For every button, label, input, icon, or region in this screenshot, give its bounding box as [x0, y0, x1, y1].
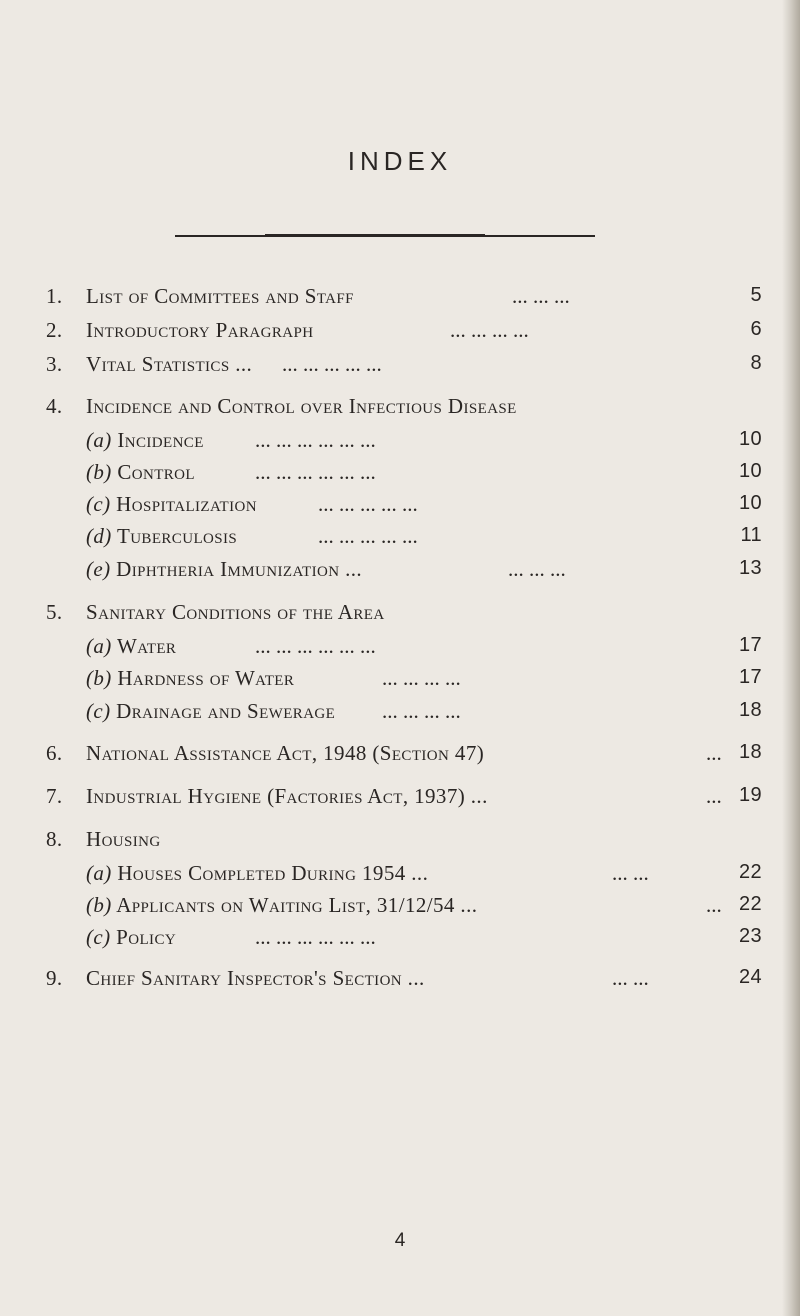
- entry-dots: ...: [706, 784, 722, 808]
- entry-page: 24: [738, 966, 762, 988]
- entry-page: 17: [738, 634, 762, 656]
- subentry-title: Hardness of Water: [117, 666, 295, 690]
- entry-dots: ... ... ... ... ... ...: [255, 460, 376, 484]
- subentry-letter: (a): [86, 428, 112, 452]
- entry-dots: ... ... ... ...: [382, 666, 461, 690]
- index-entry: [0, 784, 800, 814]
- entry-page: 17: [738, 666, 762, 688]
- title-rule: [175, 235, 595, 237]
- entry-number: 7.: [46, 784, 63, 808]
- entry-title: Sanitary Conditions of the Area: [86, 600, 385, 624]
- subentry-letter: (a): [86, 634, 112, 658]
- subentry-letter: (c): [86, 925, 111, 949]
- entry-dots: ... ... ... ...: [382, 699, 461, 723]
- entry-page: 22: [738, 893, 762, 915]
- entry-dots: ...: [706, 741, 722, 765]
- entry-title: National Assistance Act, 1948 (Section 47): [86, 741, 485, 765]
- entry-dots: ... ... ...: [508, 557, 566, 581]
- subentry-title: Applicants on Waiting List, 31/12/54 ...: [116, 893, 478, 917]
- subentry-letter: (d): [86, 524, 112, 548]
- entry-dots: ... ...: [612, 966, 649, 990]
- index-entry: [0, 600, 800, 630]
- entry-number: 3.: [46, 352, 63, 376]
- entry-dots: ... ... ...: [512, 284, 570, 308]
- entry-dots: ... ... ... ... ... ...: [255, 634, 376, 658]
- entry-title: Introductory Paragraph: [86, 318, 314, 342]
- entry-page: 18: [738, 741, 762, 763]
- index-entry: [0, 827, 800, 857]
- entry-title: List of Committees and Staff: [86, 284, 354, 308]
- entry-number: 6.: [46, 741, 63, 765]
- entry-page: 10: [738, 428, 762, 450]
- subentry-title: Diphtheria Immunization ...: [116, 557, 363, 581]
- entry-page: 23: [738, 925, 762, 947]
- entry-number: 5.: [46, 600, 63, 624]
- subentry-title: Tuberculosis: [116, 524, 238, 548]
- subentry-letter: (b): [86, 460, 112, 484]
- index-entry: [0, 394, 800, 424]
- entry-dots: ... ... ... ... ... ...: [255, 925, 376, 949]
- entry-page: 6: [750, 318, 762, 340]
- entry-number: 8.: [46, 827, 63, 851]
- entry-page: 8: [750, 352, 762, 374]
- index-entry: [0, 284, 800, 314]
- entry-page: 5: [750, 284, 762, 306]
- entry-dots: ...: [706, 893, 722, 917]
- subentry-title: Policy: [116, 925, 177, 949]
- index-subentry: [0, 492, 800, 522]
- subentry-letter: (b): [86, 666, 112, 690]
- entry-dots: ... ... ... ... ... ...: [255, 428, 376, 452]
- index-subentry: [0, 524, 800, 554]
- index-subentry: [0, 925, 800, 955]
- subentry-letter: (c): [86, 699, 111, 723]
- entry-page: 22: [738, 861, 762, 883]
- entry-dots: ... ... ... ... ...: [318, 492, 418, 516]
- index-subentry: [0, 557, 800, 587]
- entry-page: 18: [738, 699, 762, 721]
- entry-number: 9.: [46, 966, 63, 990]
- subentry-title: Hospitalization: [116, 492, 257, 516]
- entry-number: 1.: [46, 284, 63, 308]
- subentry-title: Water: [116, 634, 177, 658]
- subentry-letter: (b): [86, 893, 112, 917]
- index-subentry: [0, 428, 800, 458]
- subentry-letter: (e): [86, 557, 111, 581]
- index-entry: [0, 741, 800, 771]
- entry-number: 2.: [46, 318, 63, 342]
- entry-number: 4.: [46, 394, 63, 418]
- entry-page: 10: [738, 460, 762, 482]
- index-entry: [0, 318, 800, 348]
- entry-title: Industrial Hygiene (Factories Act, 1937) ...: [86, 784, 488, 808]
- index-subentry: [0, 634, 800, 664]
- entry-title: Chief Sanitary Inspector's Section ...: [86, 966, 425, 990]
- page-title: INDEX: [347, 146, 453, 176]
- subentry-title: Control: [117, 460, 195, 484]
- index-entry: [0, 352, 800, 382]
- index-subentry: [0, 460, 800, 490]
- entry-title: Incidence and Control over Infectious Disease: [86, 394, 517, 418]
- entry-page: 19: [738, 784, 762, 806]
- entry-page: 11: [740, 524, 762, 546]
- entry-dots: ... ... ... ...: [450, 318, 529, 342]
- index-entry: [0, 966, 800, 996]
- entry-dots: ... ... ... ... ...: [282, 352, 382, 376]
- subentry-title: Houses Completed During 1954 ...: [117, 861, 429, 885]
- entry-title: Vital Statistics ...: [86, 352, 253, 376]
- entry-title: Housing: [86, 827, 161, 851]
- entry-page: 10: [738, 492, 762, 514]
- footer-page-number: 4: [394, 1230, 406, 1251]
- index-subentry: [0, 893, 800, 923]
- subentry-letter: (c): [86, 492, 111, 516]
- entry-dots: ... ... ... ... ...: [318, 524, 418, 548]
- subentry-title: Drainage and Sewerage: [116, 699, 336, 723]
- index-subentry: [0, 699, 800, 729]
- entry-dots: ... ...: [612, 861, 649, 885]
- subentry-title: Incidence: [117, 428, 204, 452]
- subentry-letter: (a): [86, 861, 112, 885]
- index-subentry: [0, 861, 800, 891]
- index-subentry: [0, 666, 800, 696]
- entry-page: 13: [738, 557, 762, 579]
